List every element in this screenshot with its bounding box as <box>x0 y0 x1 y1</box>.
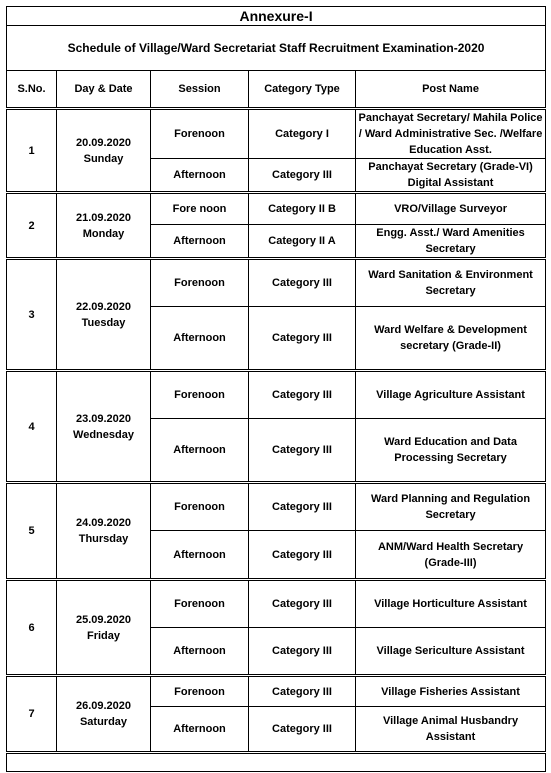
day: Thursday <box>78 533 129 545</box>
page-subtitle: Schedule of Village/Ward Secretariat Staff Recruitment Examination-2020 <box>7 26 546 71</box>
category-type: Category III <box>249 307 356 371</box>
session: Afternoon <box>151 628 249 676</box>
table-row <box>7 193 546 225</box>
day-date-cell <box>57 676 151 753</box>
date: 21.09.2020 <box>75 211 132 224</box>
session: Forenoon <box>151 483 249 531</box>
category-type: Category I <box>249 109 356 159</box>
day-date-cell <box>57 109 151 193</box>
day-date-cell <box>57 259 151 371</box>
session: Fore noon <box>151 193 249 225</box>
session: Afternoon <box>151 159 249 193</box>
day: Tuesday <box>81 316 126 329</box>
serial-number: 7 <box>7 676 57 753</box>
column-header-date: Day & Date <box>57 71 151 109</box>
serial-number: 3 <box>7 259 57 371</box>
date: 25.09.2020 <box>75 613 132 626</box>
session: Forenoon <box>151 580 249 628</box>
session: Forenoon <box>151 676 249 707</box>
column-header-post: Post Name <box>356 71 546 109</box>
post-name: Panchayat Secretary/ Mahila Police / Ward Administrative Sec. /Welfare Education Asst. <box>356 109 546 159</box>
category-type: Category III <box>249 531 356 580</box>
session: Afternoon <box>151 307 249 371</box>
session: Forenoon <box>151 371 249 419</box>
post-name: Village Agriculture Assistant <box>356 371 546 419</box>
session: Forenoon <box>151 259 249 307</box>
column-header-session: Session <box>151 71 249 109</box>
serial-number: 1 <box>7 109 57 193</box>
day: Saturday <box>79 716 128 728</box>
date: 20.09.2020 <box>75 136 132 149</box>
day-date-cell <box>57 371 151 483</box>
day: Monday <box>82 227 125 240</box>
table-footer-row <box>7 753 546 772</box>
category-type: Category III <box>249 259 356 307</box>
column-header-sno: S.No. <box>7 71 57 109</box>
date: 24.09.2020 <box>75 517 132 529</box>
serial-number: 6 <box>7 580 57 676</box>
session: Forenoon <box>151 109 249 159</box>
session: Afternoon <box>151 707 249 753</box>
post-name: ANM/Ward Health Secretary (Grade-III) <box>356 531 546 580</box>
category-type: Category III <box>249 707 356 753</box>
post-name: Village Horticulture Assistant <box>356 580 546 628</box>
day: Wednesday <box>73 428 134 441</box>
category-type: Category III <box>249 159 356 193</box>
session: Afternoon <box>151 531 249 580</box>
table-row <box>7 259 546 307</box>
day-date-cell <box>57 580 151 676</box>
post-name: Ward Sanitation & Environment Secretary <box>356 259 546 307</box>
day-date-cell <box>57 483 151 580</box>
post-name: Panchayat Secretary (Grade-VI) Digital Assistant <box>356 159 546 193</box>
table-row <box>7 580 546 628</box>
serial-number: 4 <box>7 371 57 483</box>
date: 23.09.2020 <box>75 412 132 425</box>
empty-footer-cell <box>7 753 546 772</box>
post-name: Village Sericulture Assistant <box>356 628 546 676</box>
category-type: Category III <box>249 371 356 419</box>
category-type: Category III <box>249 419 356 483</box>
column-header-category: Category Type <box>249 71 356 109</box>
category-type: Category II B <box>249 193 356 225</box>
category-type: Category III <box>249 676 356 707</box>
post-name: Village Animal Husbandry Assistant <box>356 707 546 753</box>
post-name: Ward Planning and Regulation Secretary <box>356 483 546 531</box>
serial-number: 5 <box>7 483 57 580</box>
post-name: Engg. Asst./ Ward Amenities Secretary <box>356 225 546 259</box>
category-type: Category III <box>249 483 356 531</box>
day: Sunday <box>83 152 124 165</box>
page-title: Annexure-I <box>7 7 546 26</box>
category-type: Category III <box>249 628 356 676</box>
serial-number: 2 <box>7 193 57 259</box>
category-type: Category III <box>249 580 356 628</box>
session: Afternoon <box>151 419 249 483</box>
table-header-row <box>7 71 546 109</box>
post-name: Village Fisheries Assistant <box>356 676 546 707</box>
post-name: VRO/Village Surveyor <box>356 193 546 225</box>
schedule-table <box>6 6 546 772</box>
day-date-cell <box>57 193 151 259</box>
date: 26.09.2020 <box>75 700 132 712</box>
day: Friday <box>86 629 120 642</box>
table-row <box>7 676 546 707</box>
post-name: Ward Welfare & Development secretary (Grade-II) <box>356 307 546 371</box>
category-type: Category II A <box>249 225 356 259</box>
table-row <box>7 483 546 531</box>
table-row <box>7 371 546 419</box>
date: 22.09.2020 <box>75 300 132 313</box>
post-name: Ward Education and Data Processing Secretary <box>356 419 546 483</box>
session: Afternoon <box>151 225 249 259</box>
table-row <box>7 109 546 159</box>
